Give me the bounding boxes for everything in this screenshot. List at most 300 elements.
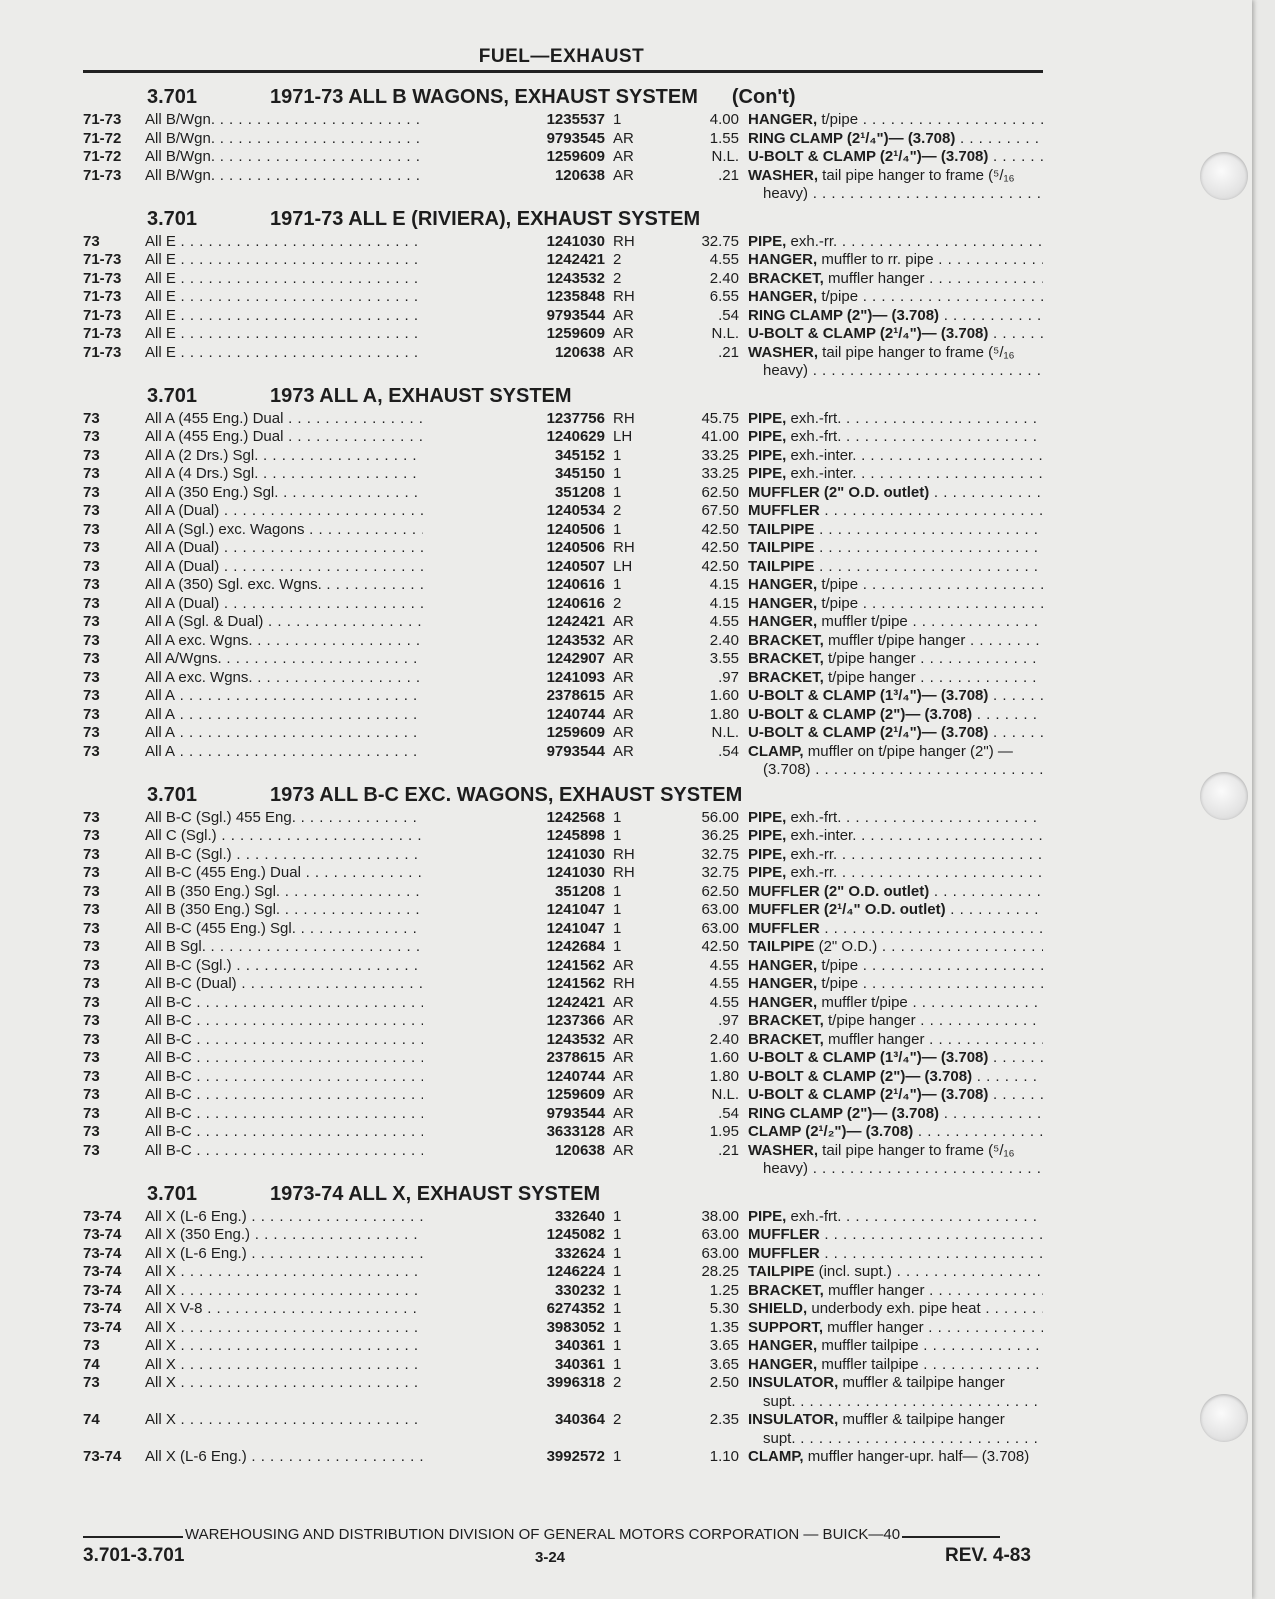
part-detail: t/pipe — [817, 975, 859, 992]
model-applicability: All B-C . . . — [145, 1049, 497, 1068]
part-name: U-BOLT & CLAMP (2¹/₄")— (3.708) — [748, 1086, 989, 1103]
price: 4.00 — [709, 111, 739, 128]
quantity: 1 — [613, 938, 622, 955]
part-detail: t/pipe — [817, 576, 859, 593]
part-description — [748, 1208, 1043, 1227]
quantity: AR — [613, 343, 634, 361]
section-title-text: 1971-73 ALL E (RIVIERA), EXHAUST SYSTEM — [270, 207, 701, 230]
part-name: HANGER, — [748, 251, 818, 268]
section-number: 3.701 — [147, 783, 198, 806]
price: 2.35 — [709, 1411, 739, 1428]
model-applicability: All A (Dual) . . . — [145, 558, 497, 577]
part-detail: underbody exh. pipe heat — [807, 1300, 981, 1317]
model-applicability: All X . . . — [145, 1282, 497, 1301]
footer-page-number: 3-24 — [535, 1549, 566, 1566]
part-number: 1240616 — [423, 595, 605, 614]
quantity: 1 — [613, 1337, 622, 1354]
model-applicability: All X . . . — [145, 1356, 497, 1375]
section-number: 3.701 — [147, 207, 198, 230]
table-row — [83, 1105, 1043, 1124]
price: 1.80 — [709, 705, 739, 723]
model-year: 73 — [83, 1067, 100, 1085]
part-detail: exh.-frt. — [786, 428, 842, 445]
part-description — [748, 1105, 1043, 1124]
part-name: U-BOLT & CLAMP (2")— (3.708) — [748, 1067, 973, 1085]
table-row — [83, 669, 1043, 688]
quantity: 1 — [613, 465, 622, 482]
part-number: 1259609 — [423, 724, 605, 743]
part-detail: (2" O.D.) — [814, 938, 878, 955]
price: .54 — [718, 742, 739, 760]
section-heading — [83, 84, 1043, 111]
quantity: 1 — [613, 1244, 622, 1262]
table-row — [83, 1356, 1043, 1375]
model-year: 73 — [83, 465, 100, 482]
quantity: 2 — [613, 269, 622, 287]
part-name: TAILPIPE — [748, 1263, 815, 1280]
part-number: 1237756 — [423, 410, 605, 429]
quantity: AR — [613, 613, 634, 630]
header-rule — [83, 70, 1043, 73]
quantity: AR — [613, 1030, 634, 1048]
model-applicability: All X (L-6 Eng.) . . . — [145, 1448, 497, 1467]
model-applicability: All B-C . . . — [145, 1086, 497, 1105]
part-detail: exh.-rr. — [786, 232, 838, 250]
part-detail: exh.-rr. — [786, 864, 838, 881]
part-name: U-BOLT & CLAMP (2")— (3.708) — [748, 705, 973, 723]
part-number: 1241562 — [423, 975, 605, 994]
table-row — [83, 595, 1043, 614]
model-applicability: All X . . . — [145, 1411, 497, 1430]
part-number: 1240744 — [423, 1068, 605, 1087]
part-number: 1243532 — [423, 1031, 605, 1050]
price: 3.65 — [709, 1337, 739, 1354]
quantity: 1 — [613, 1263, 622, 1280]
part-number: 1241093 — [423, 669, 605, 688]
part-description — [748, 864, 1043, 883]
footer-section-range: 3.701-3.701 — [83, 1545, 185, 1566]
part-description — [748, 270, 1043, 289]
part-number: 9793544 — [423, 1105, 605, 1124]
table-row — [83, 1245, 1043, 1264]
price: 56.00 — [701, 808, 739, 826]
price: 32.75 — [701, 864, 739, 881]
part-description — [748, 1123, 1043, 1142]
price: .54 — [718, 1104, 739, 1122]
table-row — [83, 1068, 1043, 1087]
price: 41.00 — [701, 428, 739, 445]
model-year: 73-74 — [83, 1263, 122, 1280]
price: 2.50 — [709, 1374, 739, 1391]
catalog-section — [83, 1181, 1043, 1467]
model-year: 73 — [83, 808, 100, 826]
part-number: 1241030 — [423, 233, 605, 252]
part-detail: muffler & tailpipe hanger — [838, 1374, 1005, 1391]
part-description — [748, 558, 1043, 577]
part-description — [748, 325, 1043, 344]
part-description — [748, 613, 1043, 632]
price: 4.55 — [709, 956, 739, 974]
part-name: TAILPIPE — [748, 557, 815, 575]
table-row — [83, 632, 1043, 651]
part-name: MUFFLER (2" O.D. outlet) — [748, 483, 930, 501]
part-detail: muffler t/pipe — [817, 993, 908, 1011]
part-name: PIPE, — [748, 446, 787, 464]
section-title — [270, 383, 572, 410]
part-description-continued: heavy) . . . — [763, 362, 1043, 381]
model-applicability: All B-C . . . — [145, 1105, 497, 1124]
model-year: 73-74 — [83, 1300, 122, 1317]
model-applicability: All X (L-6 Eng.) . . . — [145, 1208, 497, 1227]
part-name: MUFFLER — [748, 502, 820, 519]
part-description — [748, 428, 1043, 447]
model-year: 73 — [83, 520, 100, 538]
model-applicability: All B/Wgn. . . . — [145, 148, 497, 167]
part-detail: exh.-inter. — [786, 827, 857, 844]
table-row — [83, 1300, 1043, 1319]
table-row — [83, 706, 1043, 725]
quantity: LH — [613, 428, 633, 445]
quantity: AR — [613, 705, 634, 723]
model-applicability: All X (L-6 Eng.) . . . — [145, 1245, 497, 1264]
model-year: 73 — [83, 724, 100, 741]
part-description — [748, 1068, 1043, 1087]
part-number: 2378615 — [423, 687, 605, 706]
part-detail: muffler t/pipe hanger — [823, 631, 966, 649]
model-year: 73 — [83, 594, 100, 612]
quantity: 1 — [613, 1448, 622, 1465]
part-detail: t/pipe hanger — [823, 650, 916, 667]
model-applicability: All B-C . . . — [145, 1123, 497, 1142]
model-year: 73 — [83, 1141, 100, 1159]
table-row — [83, 1337, 1043, 1356]
price: .97 — [718, 668, 739, 686]
model-applicability: All A/Wgns. . . . — [145, 650, 497, 669]
price: 45.75 — [701, 409, 739, 427]
quantity: 2 — [613, 251, 622, 268]
part-description — [748, 502, 1043, 521]
model-year: 73 — [83, 1123, 100, 1140]
part-description — [748, 484, 1043, 503]
part-name: HANGER, — [748, 1355, 818, 1373]
part-name: U-BOLT & CLAMP (2¹/₄")— (3.708) — [748, 724, 989, 741]
model-applicability: All B-C (455 Eng.) Dual . . . — [145, 864, 497, 883]
part-detail: muffler hanger — [823, 269, 925, 287]
part-number: 1240616 — [423, 576, 605, 595]
table-row — [83, 1263, 1043, 1282]
price: 2.40 — [709, 269, 739, 287]
model-year: 73 — [83, 650, 100, 667]
model-year: 73 — [83, 446, 100, 464]
part-description — [748, 743, 1043, 762]
part-detail: (incl. supt.) — [814, 1263, 892, 1280]
part-name: HANGER, — [748, 975, 818, 992]
table-row — [83, 957, 1043, 976]
part-description — [748, 1300, 1043, 1319]
table-row — [83, 325, 1043, 344]
table-row — [83, 809, 1043, 828]
price: 3.55 — [709, 650, 739, 667]
part-detail: tail pipe hanger to frame (⁵/₁₆ — [818, 1141, 1015, 1159]
part-name: WASHER, — [748, 343, 819, 361]
quantity: AR — [613, 1049, 634, 1066]
section-heading — [83, 782, 1043, 809]
part-number: 3992572 — [423, 1448, 605, 1467]
part-detail: exh.-frt. — [786, 808, 842, 826]
quantity: AR — [613, 1141, 634, 1159]
price: 1.25 — [709, 1281, 739, 1299]
model-applicability: All A . . . — [145, 687, 497, 706]
table-row — [83, 465, 1043, 484]
table-row — [83, 344, 1043, 381]
part-description — [748, 883, 1043, 902]
part-name: INSULATOR, — [748, 1411, 839, 1428]
part-detail: t/pipe hanger — [823, 668, 916, 686]
quantity: 1 — [613, 576, 622, 593]
part-description — [748, 846, 1043, 865]
section-title — [270, 84, 796, 111]
part-number: 120638 — [423, 344, 605, 363]
quantity: LH — [613, 557, 633, 575]
table-row — [83, 410, 1043, 429]
model-applicability: All X . . . — [145, 1263, 497, 1282]
part-description — [748, 1263, 1043, 1282]
section-heading — [83, 206, 1043, 233]
model-year: 73 — [83, 557, 100, 575]
part-description — [748, 1337, 1043, 1356]
table-row — [83, 1374, 1043, 1411]
model-applicability: All A (4 Drs.) Sgl. . . . — [145, 465, 497, 484]
table-row — [83, 1123, 1043, 1142]
part-number: 1240507 — [423, 558, 605, 577]
part-description — [748, 130, 1043, 149]
model-year: 73 — [83, 993, 100, 1011]
model-year: 73 — [83, 1374, 100, 1391]
model-year: 73 — [83, 409, 100, 427]
part-detail: exh.-frt. — [786, 1207, 842, 1225]
quantity: 1 — [613, 111, 622, 128]
part-number: 3633128 — [423, 1123, 605, 1142]
footer-revision: REV. 4-83 — [945, 1545, 1031, 1566]
model-year: 73-74 — [83, 1244, 122, 1262]
table-row — [83, 864, 1043, 883]
price: 1.95 — [709, 1123, 739, 1140]
part-description — [748, 521, 1043, 540]
table-row — [83, 687, 1043, 706]
table-row — [83, 558, 1043, 577]
part-number: 1242421 — [423, 251, 605, 270]
model-year: 73 — [83, 956, 100, 974]
part-detail: tail pipe hanger to frame (⁵/₁₆ — [818, 343, 1015, 361]
part-number: 9793544 — [423, 743, 605, 762]
model-applicability: All A (455 Eng.) Dual . . . — [145, 428, 497, 447]
part-description — [748, 1319, 1043, 1338]
part-name: HANGER, — [748, 1337, 818, 1354]
part-number: 1246224 — [423, 1263, 605, 1282]
table-row — [83, 130, 1043, 149]
part-detail: muffler to rr. pipe — [817, 251, 934, 268]
part-name: PIPE, — [748, 845, 787, 863]
table-row — [83, 447, 1043, 466]
quantity: RH — [613, 845, 635, 863]
price: 2.40 — [709, 1030, 739, 1048]
part-name: PIPE, — [748, 409, 787, 427]
price: 28.25 — [701, 1263, 739, 1280]
part-number: 1240534 — [423, 502, 605, 521]
model-year: 71-72 — [83, 129, 122, 147]
quantity: AR — [613, 148, 634, 165]
table-row — [83, 1226, 1043, 1245]
part-description — [748, 1374, 1043, 1393]
part-description — [748, 827, 1043, 846]
quantity: 1 — [613, 446, 622, 464]
model-year: 73 — [83, 428, 100, 445]
binder-hole — [1200, 772, 1248, 820]
part-description — [748, 632, 1043, 651]
quantity: AR — [613, 1067, 634, 1085]
model-year: 73 — [83, 232, 100, 250]
price: 4.55 — [709, 975, 739, 992]
part-number: 1243532 — [423, 270, 605, 289]
section-number: 3.701 — [147, 1182, 198, 1205]
model-year: 73 — [83, 483, 100, 501]
model-year: 73 — [83, 1012, 100, 1029]
part-name: TAILPIPE — [748, 539, 815, 556]
part-name: MUFFLER — [748, 919, 820, 937]
price: 2.40 — [709, 631, 739, 649]
part-name: BRACKET, — [748, 650, 824, 667]
part-number: 330232 — [423, 1282, 605, 1301]
price: 6.55 — [709, 288, 739, 305]
part-name: MUFFLER — [748, 1244, 820, 1262]
part-number: 120638 — [423, 167, 605, 186]
table-row — [83, 724, 1043, 743]
quantity: AR — [613, 993, 634, 1011]
model-applicability: All A (350 Eng.) Sgl. . . . — [145, 484, 497, 503]
catalog-section — [83, 84, 1043, 204]
part-name: WASHER, — [748, 166, 819, 184]
price: 67.50 — [701, 502, 739, 519]
part-number: 340364 — [423, 1411, 605, 1430]
price: 33.25 — [701, 465, 739, 482]
model-applicability: All B Sgl. . . . — [145, 938, 497, 957]
price: 62.50 — [701, 483, 739, 501]
quantity: 1 — [613, 1226, 622, 1243]
price: 63.00 — [701, 901, 739, 918]
model-year: 71-73 — [83, 306, 122, 324]
quantity: AR — [613, 166, 634, 184]
price: 1.55 — [709, 129, 739, 147]
model-year: 73 — [83, 576, 100, 593]
model-applicability: All A (Dual) . . . — [145, 502, 497, 521]
part-number: 1241047 — [423, 920, 605, 939]
price: N.L. — [711, 1086, 739, 1103]
quantity: AR — [613, 668, 634, 686]
model-applicability: All B-C . . . — [145, 1142, 497, 1161]
model-applicability: All E . . . — [145, 251, 497, 270]
price: .54 — [718, 306, 739, 324]
price: 36.25 — [701, 827, 739, 844]
quantity: RH — [613, 975, 635, 992]
part-name: BRACKET, — [748, 1030, 824, 1048]
price: 4.55 — [709, 993, 739, 1011]
quantity: RH — [613, 288, 635, 305]
table-row — [83, 1142, 1043, 1179]
part-name: PIPE, — [748, 864, 787, 881]
model-applicability: All B/Wgn. . . . — [145, 111, 497, 130]
part-name: MUFFLER (2¹/₄" O.D. outlet) — [748, 901, 946, 918]
table-row — [83, 994, 1043, 1013]
part-name: HANGER, — [748, 288, 818, 305]
part-description — [748, 1245, 1043, 1264]
model-year: 73 — [83, 882, 100, 900]
price: N.L. — [711, 325, 739, 342]
part-description — [748, 595, 1043, 614]
part-detail: muffler tailpipe — [817, 1355, 919, 1373]
model-year: 71-73 — [83, 343, 122, 361]
catalog-section — [83, 206, 1043, 381]
part-description — [748, 1448, 1043, 1467]
part-number: 9793545 — [423, 130, 605, 149]
footer-division — [83, 1526, 1023, 1543]
model-year: 71-73 — [83, 269, 122, 287]
model-year: 73 — [83, 864, 100, 881]
model-year: 71-72 — [83, 148, 122, 165]
part-number: 1242907 — [423, 650, 605, 669]
part-detail: muffler hanger — [823, 1030, 925, 1048]
model-applicability: All B-C (Dual) . . . — [145, 975, 497, 994]
part-number: 1242684 — [423, 938, 605, 957]
model-year: 71-73 — [83, 325, 122, 342]
price: .97 — [718, 1012, 739, 1029]
part-name: SUPPORT, — [748, 1318, 824, 1336]
price: 3.65 — [709, 1355, 739, 1373]
part-number: 345152 — [423, 447, 605, 466]
model-applicability: All A . . . — [145, 724, 497, 743]
part-name: CLAMP, — [748, 742, 804, 760]
part-name: HANGER, — [748, 111, 818, 128]
model-applicability: All E . . . — [145, 344, 497, 363]
price: 32.75 — [701, 845, 739, 863]
model-applicability: All B-C . . . — [145, 1012, 497, 1031]
table-row — [83, 288, 1043, 307]
part-number: 1242568 — [423, 809, 605, 828]
part-name: HANGER, — [748, 613, 818, 630]
price: .21 — [718, 166, 739, 184]
quantity: 2 — [613, 1411, 622, 1428]
part-description — [748, 1226, 1043, 1245]
part-number: 345150 — [423, 465, 605, 484]
price: 32.75 — [701, 232, 739, 250]
part-name: MUFFLER — [748, 1226, 820, 1243]
table-row — [83, 233, 1043, 252]
model-applicability: All B-C (Sgl.) 455 Eng. . . . — [145, 809, 497, 828]
model-applicability: All X . . . — [145, 1337, 497, 1356]
table-row — [83, 539, 1043, 558]
quantity: AR — [613, 1012, 634, 1029]
model-year: 73-74 — [83, 1448, 122, 1465]
model-applicability: All A (350) Sgl. exc. Wgns. . . . — [145, 576, 497, 595]
section-title — [270, 1181, 600, 1208]
model-year: 73 — [83, 613, 100, 630]
section-heading — [83, 1181, 1043, 1208]
part-description — [748, 1142, 1043, 1161]
model-applicability: All A (455 Eng.) Dual . . . — [145, 410, 497, 429]
quantity: AR — [613, 306, 634, 324]
part-detail: exh.-inter. — [786, 465, 857, 482]
part-detail: t/pipe — [817, 594, 859, 612]
table-row — [83, 846, 1043, 865]
